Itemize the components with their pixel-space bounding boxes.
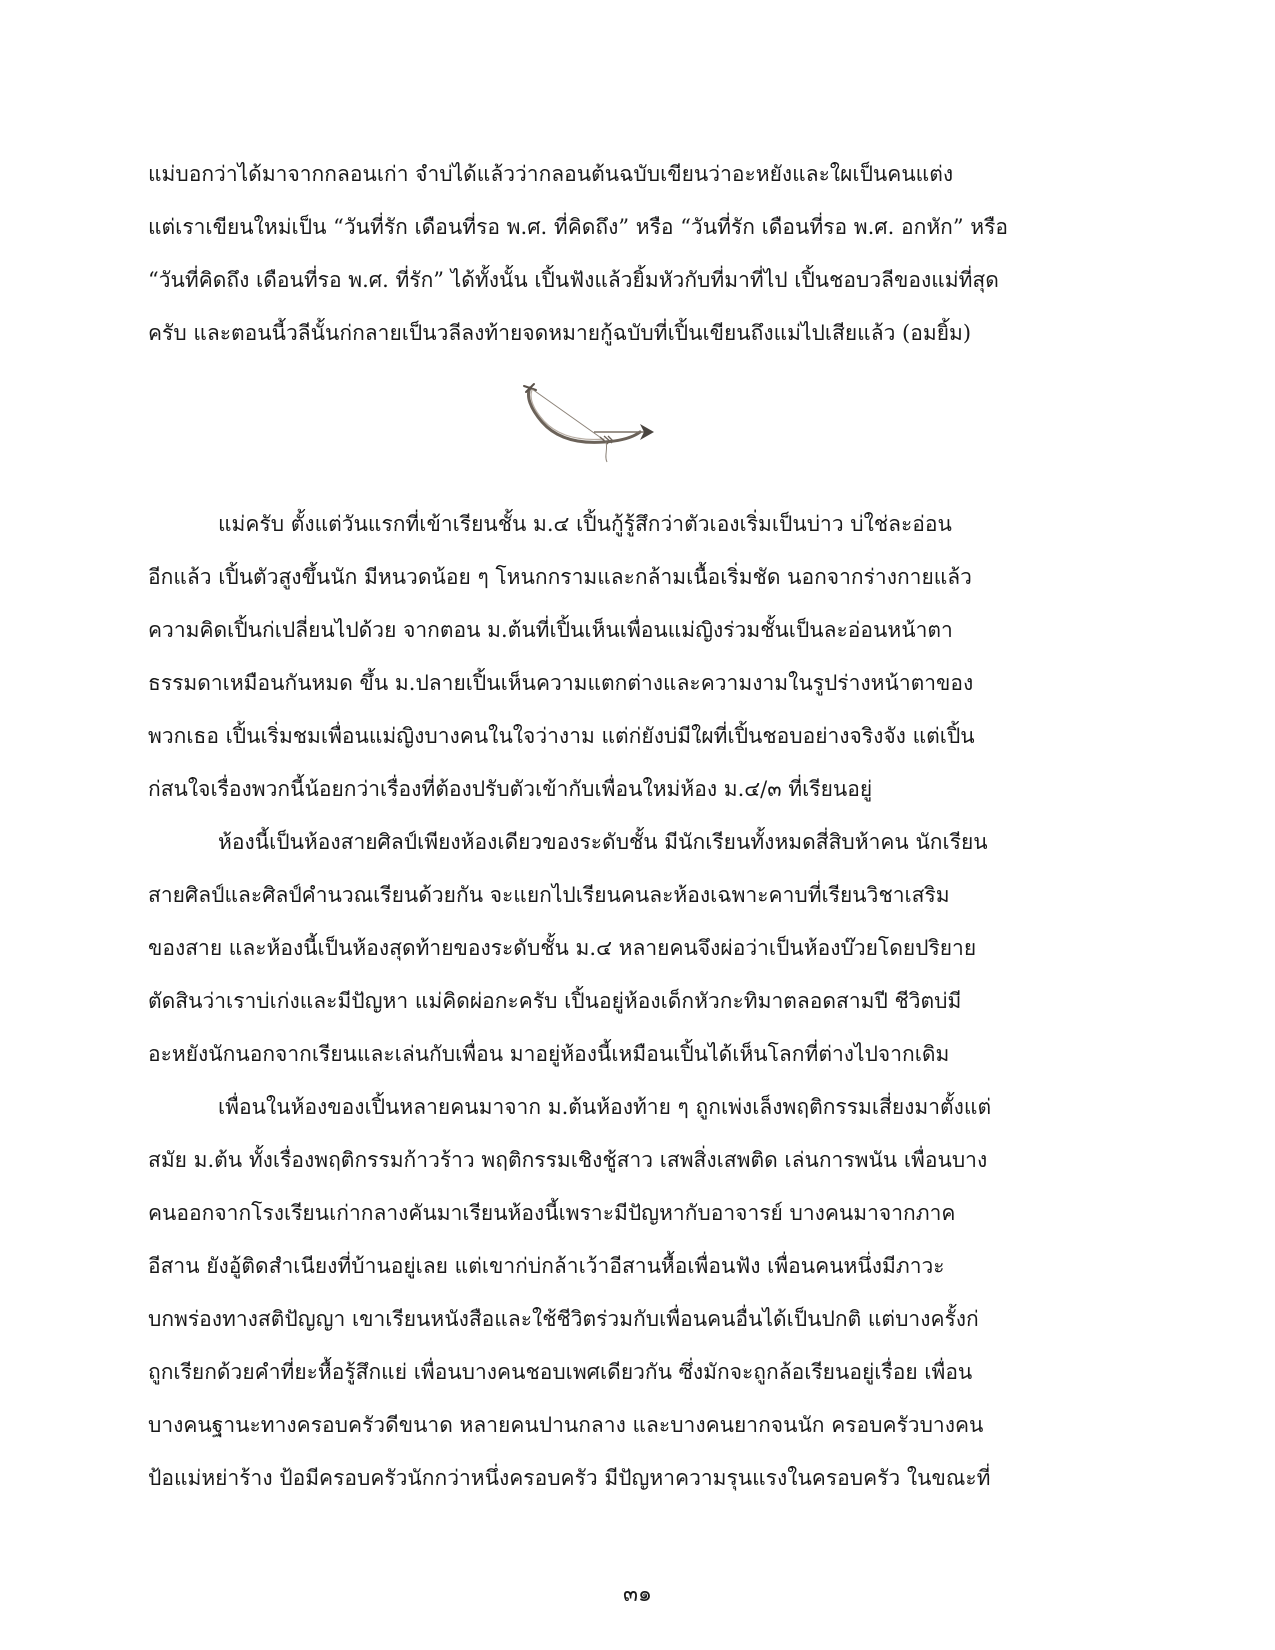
text-line: ครับ และตอนนี้วลีนั้นก่กลายเป็นวลีลงท้ายจดหมายกู้ฉบับที่เปิ้นเขียนถึงแม่ไปเสียแล้ว (อมยิ้ม) [148, 321, 972, 345]
text-line: พวกเธอ เปิ้นเริ่มชมเพื่อนแม่ญิงบางคนในใจว่างาม แต่ก่ยังบ่มีใผที่เปิ้นชอบอย่างจริงจัง แต่เปิ้น [148, 724, 975, 748]
text-line: บกพร่องทางสติปัญญา เขาเรียนหนังสือและใช้ชีวิตร่วมกับเพื่อนคนอื่นได้เป็นปกติ แต่บางครั้งก่ [148, 1307, 979, 1331]
text-line: ห้องนี้เป็นห้องสายศิลป์เพียงห้องเดียวของระดับชั้น มีนักเรียนทั้งหมดสี่สิบห้าคน นักเรียน [218, 830, 988, 854]
text-line: แม่ครับ ตั้งแต่วันแรกที่เข้าเรียนชั้น ม.๔ เปิ้นกู้รู้สึกว่าตัวเองเริ่มเป็นบ่าว บ่ใช่ละอ่อน [218, 512, 952, 536]
paragraph-block-2 [148, 498, 1008, 1505]
text-line: อีกแล้ว เปิ้นตัวสูงขึ้นนัก มีหนวดน้อย ๆ โหนกกรามและกล้ามเนื้อเริ่มชัด นอกจากร่างกายแล้ว [148, 565, 972, 589]
text-line: เพื่อนในห้องของเปิ้นหลายคนมาจาก ม.ต้นห้องท้าย ๆ ถูกเพ่งเล็งพฤติกรรมเสี่ยงมาตั้งแต่ [218, 1095, 992, 1119]
text-line: สายศิลป์และศิลป์คำนวณเรียนด้วยกัน จะแยกไปเรียนคนละห้องเฉพาะคาบที่เรียนวิชาเสริม [148, 883, 950, 907]
text-line: ก่สนใจเรื่องพวกนี้น้อยกว่าเรื่องที่ต้องปรับตัวเข้ากับเพื่อนใหม่ห้อง ม.๔/๓ ที่เรียนอยู่ [148, 777, 873, 801]
text-line: ถูกเรียกด้วยคำที่ยะหื้อรู้สึกแย่ เพื่อนบางคนชอบเพศเดียวกัน ซึ่งมักจะถูกล้อเรียนอยู่เรื่อย เพื่อน [148, 1360, 973, 1384]
text-line: สมัย ม.ต้น ทั้งเรื่องพฤติกรรมก้าวร้าว พฤติกรรมเชิงชู้สาว เสพสิ่งเสพติด เล่นการพนัน เพื่อนบาง [148, 1148, 988, 1172]
text-line: ตัดสินว่าเราบ่เก่งและมีปัญหา แม่คิดผ่อกะครับ เปิ้นอยู่ห้องเด็กหัวกะทิมาตลอดสามปี ชีวิตบ่มี [148, 989, 962, 1013]
paragraph-block-1 [148, 148, 1008, 360]
text-line: ป้อแม่หย่าร้าง ป้อมีครอบครัวนักกว่าหนึ่งครอบครัว มีปัญหาความรุนแรงในครอบครัว ในขณะที่ [148, 1466, 991, 1490]
text-line: อีสาน ยังอู้ติดสำเนียงที่บ้านอยู่เลย แต่เขาก่บ่กล้าเว้าอีสานหื้อเพื่อนฟัง เพื่อนคนหนึ่งมีภาวะ [148, 1254, 945, 1278]
bow-and-arrow-icon [508, 382, 658, 472]
text-line: ของสาย และห้องนี้เป็นห้องสุดท้ายของระดับชั้น ม.๔ หลายคนจึงผ่อว่าเป็นห้องบ๊วยโดยปริยาย [148, 936, 977, 960]
page-number: ๓๑ [622, 1582, 652, 1607]
text-line: แต่เราเขียนใหม่เป็น “วันที่รัก เดือนที่รอ พ.ศ. ที่คิดถึง” หรือ “วันที่รัก เดือนที่รอ พ.ศ. อกหัก” หรือ [148, 215, 1009, 239]
text-line: คนออกจากโรงเรียนเก่ากลางคันมาเรียนห้องนี้เพราะมีปัญหากับอาจารย์ บางคนมาจากภาค [148, 1201, 956, 1225]
text-line: ธรรมดาเหมือนกันหมด ขึ้น ม.ปลายเปิ้นเห็นความแตกต่างและความงามในรูปร่างหน้าตาของ [148, 671, 974, 695]
text-line: บางคนฐานะทางครอบครัวดีขนาด หลายคนปานกลาง และบางคนยากจนนัก ครอบครัวบางคน [148, 1413, 984, 1437]
text-line: แม่บอกว่าได้มาจากกลอนเก่า จำบ่ได้แล้วว่ากลอนต้นฉบับเขียนว่าอะหยังและใผเป็นคนแต่ง [148, 162, 954, 186]
text-line: อะหยังนักนอกจากเรียนและเล่นกับเพื่อน มาอยู่ห้องนี้เหมือนเปิ้นได้เห็นโลกที่ต่างไปจากเดิม [148, 1042, 950, 1066]
text-line: “วันที่คิดถึง เดือนที่รอ พ.ศ. ที่รัก” ได้ทั้งนั้น เปิ้นฟังแล้วยิ้มหัวกับที่มาที่ไป เปิ้นชอบวลีของแม่ที่สุด [148, 268, 999, 292]
text-line: ความคิดเปิ้นก่เปลี่ยนไปด้วย จากตอน ม.ต้นที่เปิ้นเห็นเพื่อนแม่ญิงร่วมชั้นเป็นละอ่อนหน้าตา [148, 618, 953, 642]
